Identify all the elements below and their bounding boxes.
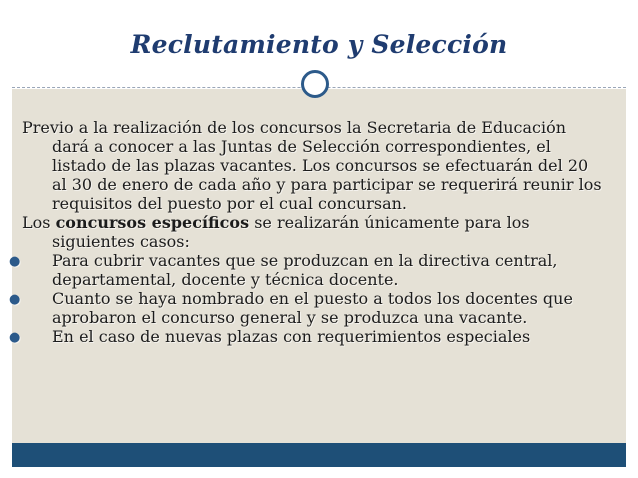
paragraph-1: Previo a la realización de los concursos la Secretaria de Educación dará a conocer a las Juntas de Selección correspondientes, el listado de las plazas vacantes. Los concursos se efectuarán del 20 al 30 de enero de cada año y para participar se requerirá reunir los requisitos del puesto por el cual concursan.	[22, 118, 602, 213]
bottom-bar	[12, 443, 626, 467]
bullet-text: En el caso de nuevas plazas con requerimientos especiales	[52, 327, 531, 346]
paragraph-2	[22, 213, 607, 251]
bullet-dot-icon: ●	[9, 292, 21, 307]
paragraph-2-prefix: Los	[22, 213, 56, 232]
bullet-text: Para cubrir vacantes que se produzcan en la directiva central, departamental, docente y técnica docente.	[52, 251, 558, 289]
body-text	[9, 118, 607, 346]
circle-ring-icon	[301, 70, 329, 98]
bullet-dot-icon: ●	[9, 254, 21, 269]
bullet-item	[9, 289, 607, 327]
paragraph-2-bold: concursos específicos	[55, 213, 250, 232]
paragraph-2-suffix: se realizarán únicamente para los siguientes casos:	[52, 213, 530, 251]
bullet-text: Cuanto se haya nombrado en el puesto a todos los docentes que aprobaron el concurso general y se produzca una vacante.	[52, 289, 573, 327]
bullet-dot-icon: ●	[9, 330, 21, 345]
bullet-item	[9, 327, 607, 346]
slide-title: Reclutamiento y Selección	[130, 30, 508, 59]
bullet-item	[9, 251, 607, 289]
